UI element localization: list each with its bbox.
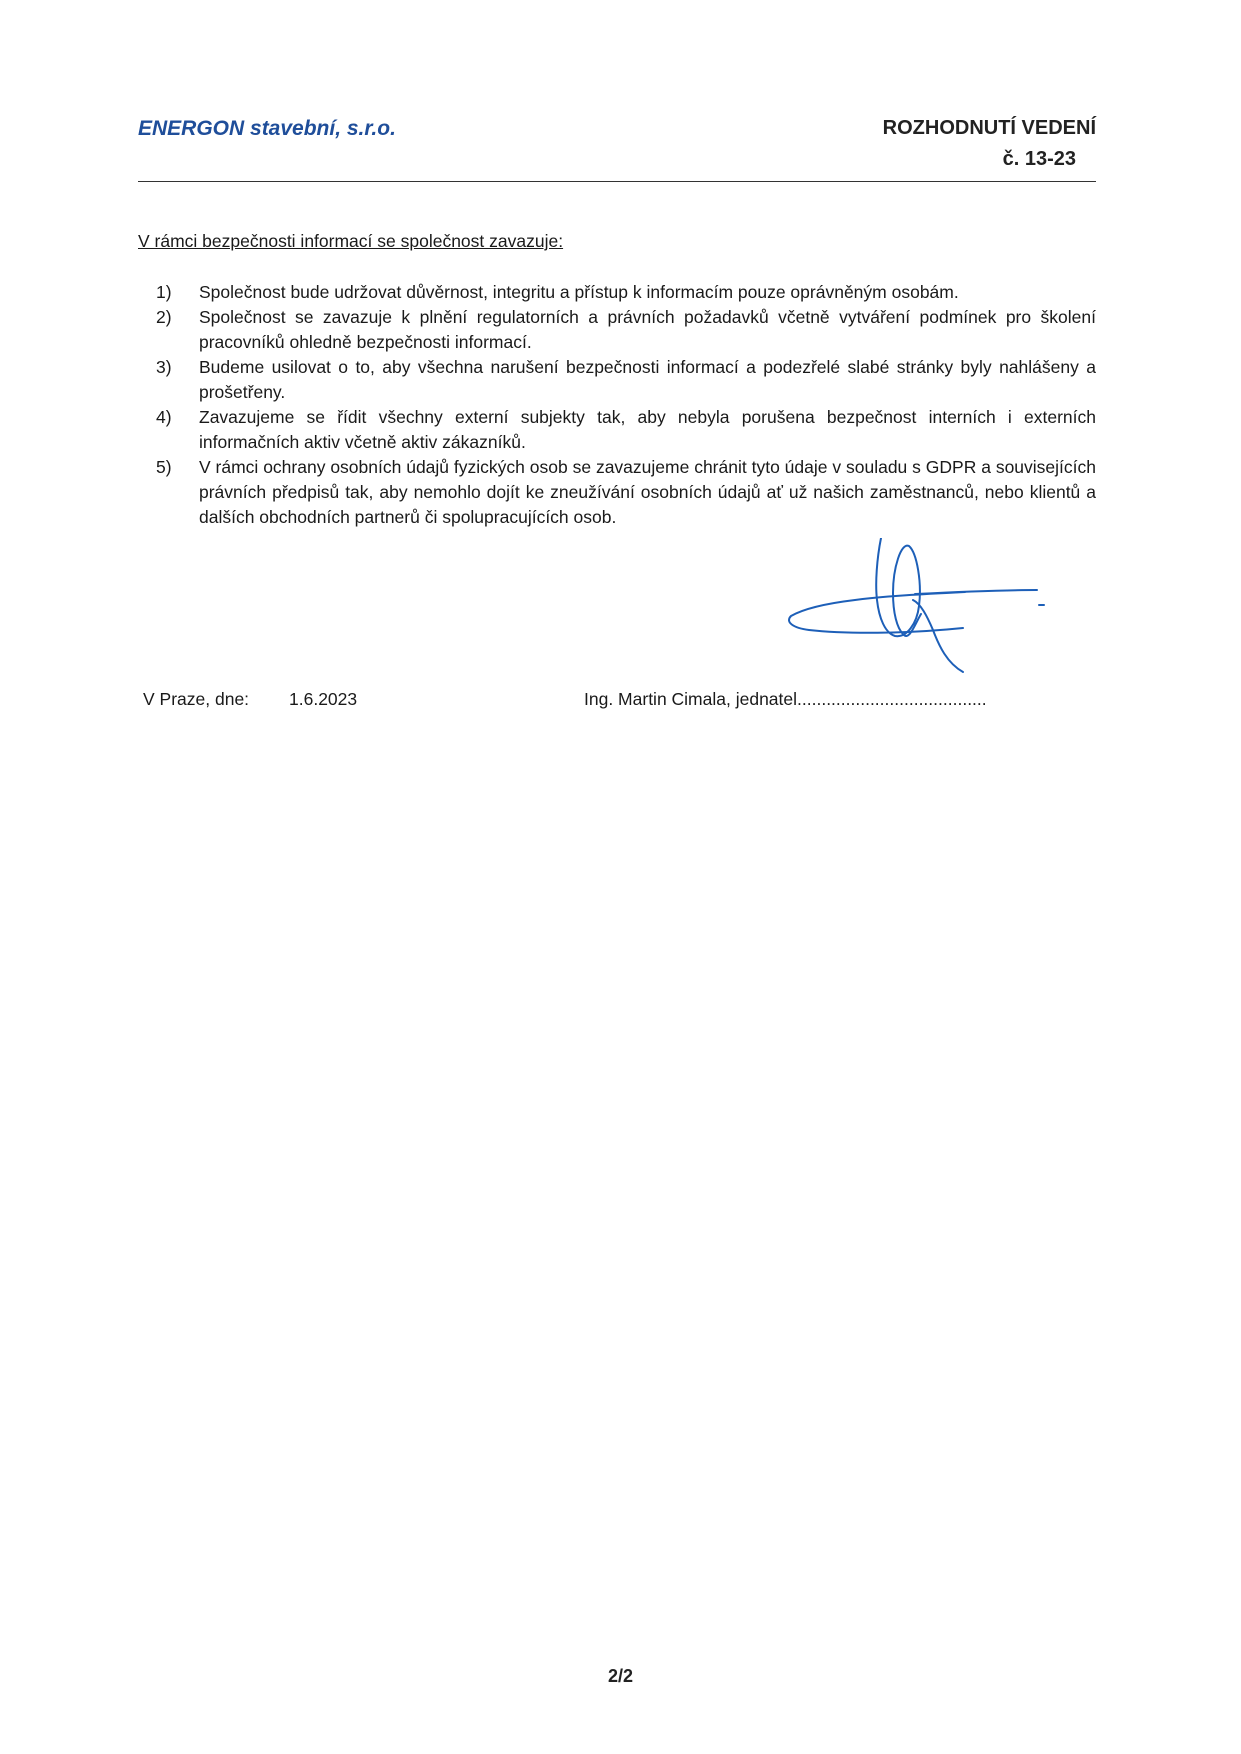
commitment-text: Společnost bude udržovat důvěrnost, integritu a přístup k informacím pouze oprávněným osobám. (199, 282, 959, 302)
document-number: č. 13-23 (1002, 148, 1076, 170)
commitment-number: 3) (156, 357, 172, 377)
document-type: ROZHODNUTÍ VEDENÍ (882, 117, 1096, 139)
commitment-item (138, 280, 1096, 305)
company-name: ENERGON stavební, s.r.o. (138, 117, 396, 140)
commitment-list (138, 280, 1096, 530)
commitment-number: 5) (156, 457, 172, 477)
header-divider (138, 181, 1096, 182)
commitment-item (138, 355, 1096, 405)
commitment-text: Budeme usilovat o to, aby všechna narušení bezpečnosti informací a podezřelé slabé stránky byly nahlášeny a prošetřeny. (199, 357, 1096, 402)
place-label: V Praze, dne: (143, 689, 250, 709)
commitment-item (138, 455, 1096, 530)
handwritten-signature (785, 538, 1045, 678)
commitment-text: Společnost se zavazuje k plnění regulatorních a právních požadavků včetně vytváření podmínek pro školení pracovníků ohledně bezpečnosti informací. (199, 307, 1096, 352)
commitment-number: 2) (156, 307, 172, 327)
commitment-number: 1) (156, 282, 172, 302)
signatory-line: Ing. Martin Cimala, jednatel....................................... (584, 689, 987, 709)
commitment-item (138, 405, 1096, 455)
date-value: 1.6.2023 (289, 689, 358, 709)
commitment-number: 4) (156, 407, 172, 427)
commitment-text: Zavazujeme se řídit všechny externí subjekty tak, aby nebyla porušena bezpečnost interních i externích informačních aktiv včetně aktiv zákazníků. (199, 407, 1096, 452)
page-number: 2/2 (607, 1666, 634, 1686)
intro-heading: V rámci bezpečnosti informací se společnost zavazuje: (138, 231, 564, 251)
commitment-item (138, 305, 1096, 355)
document-header (138, 112, 1096, 182)
commitment-text: V rámci ochrany osobních údajů fyzických osob se zavazujeme chránit tyto údaje v souladu s GDPR a souvisejících právních předpisů tak, aby nemohlo dojít ke zneužívání osobních údajů ať už našich zaměstnanců, nebo klientů a dalších obchodních partnerů či spolupracujících osob. (199, 457, 1096, 527)
